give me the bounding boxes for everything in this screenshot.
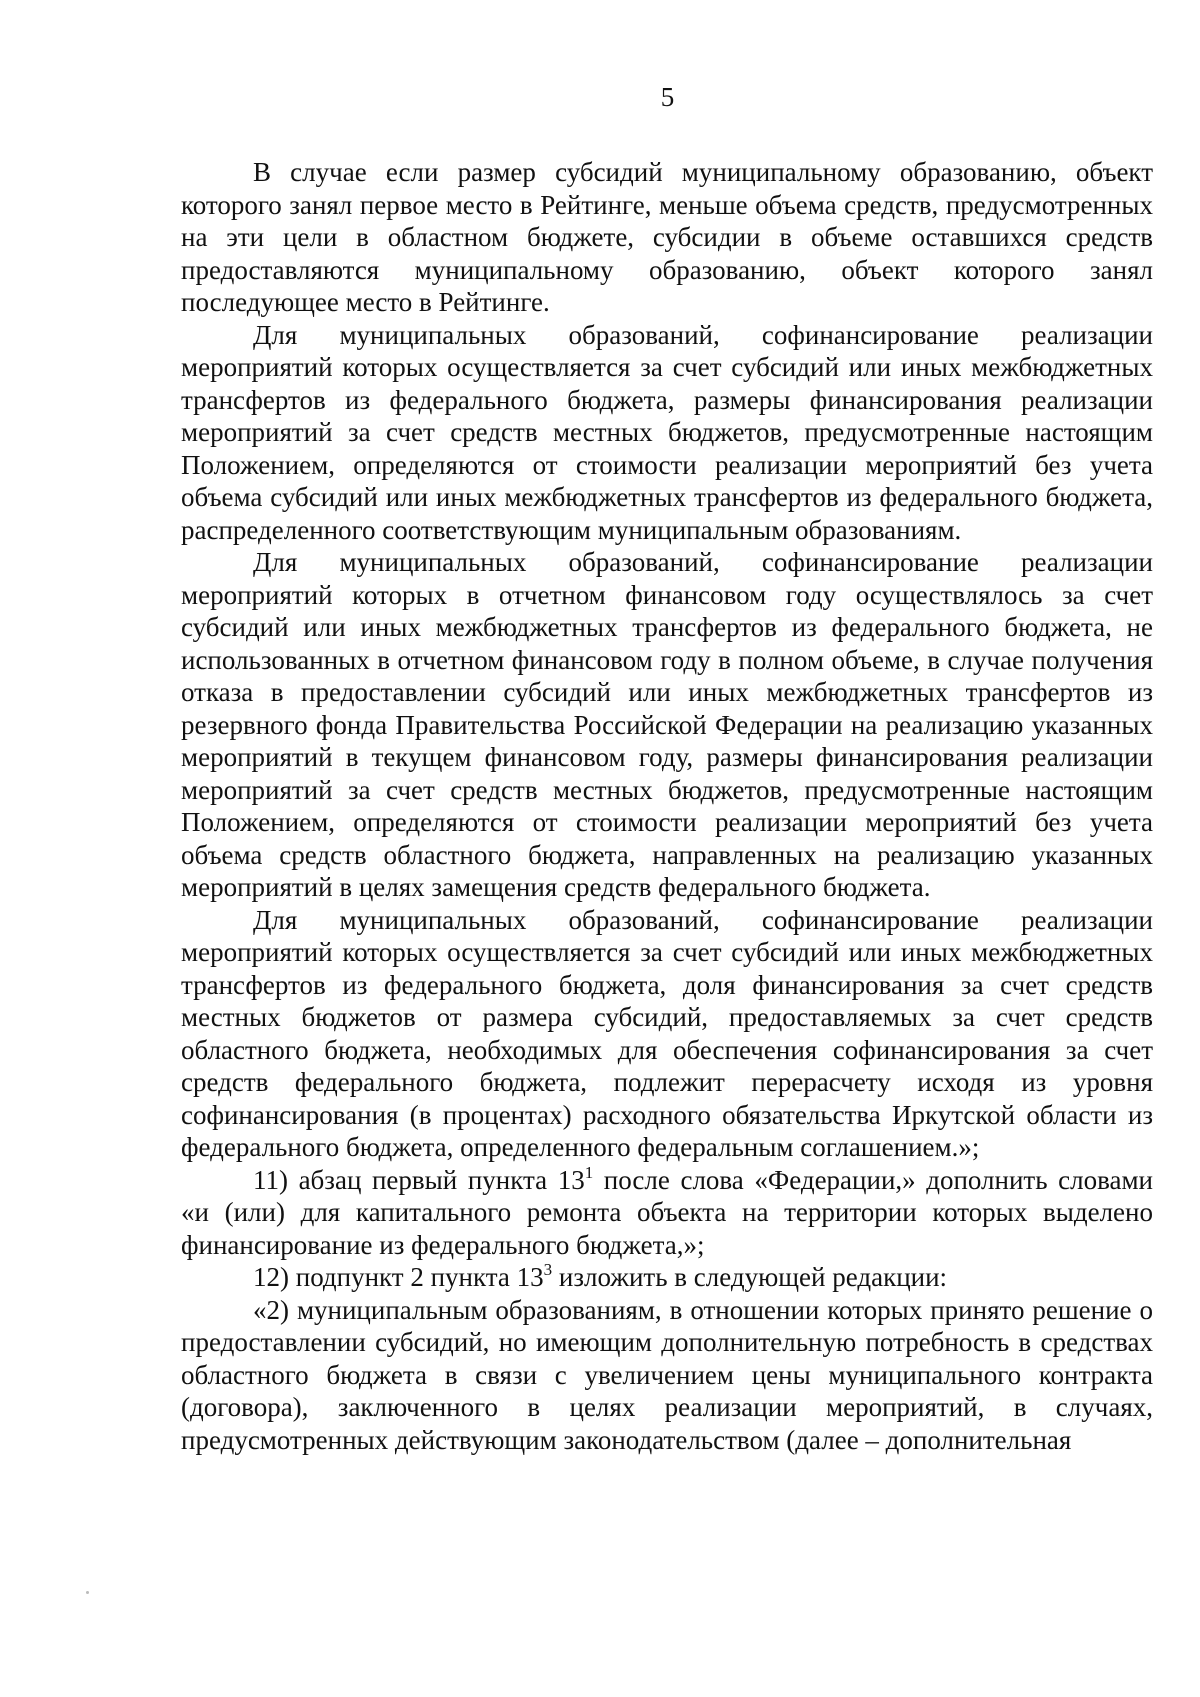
item-11-text-start: 11) абзац первый пункта 13 [253, 1164, 585, 1195]
paragraph-subitem-2: «2) муниципальным образованиям, в отношении которых принято решение о предоставлении субсидий, но имеющим дополнительную потребность в средствах областного бюджета в связи с увеличением цены муниципального контракта (договора), заключенного в целях реализации мероприятий, в случаях, предусмотренных действующим законодательством (далее – дополнительная [181, 1294, 1153, 1455]
item-12-text-end: изложить в следующей редакции: [552, 1262, 948, 1292]
document-body [181, 156, 1153, 1456]
paragraph-item-12 [181, 1261, 1153, 1294]
paragraph-federal-cofinancing: Для муниципальных образований, софинансирование реализации мероприятий которых осуществляется за счет субсидий или иных межбюджетных трансфертов из федерального бюджета, размеры финансирования реализации мероприятий за счет средств местных бюджетов, предусмотренные настоящим Положением, определяются от стоимости реализации мероприятий без учета объема субсидий или иных межбюджетных трансфертов из федерального бюджета, распределенного соответствующим муниципальным образованиям. [181, 319, 1153, 545]
paragraph-item-11 [181, 1164, 1153, 1262]
item-12-text-start: 12) подпункт 2 пункта 13 [253, 1262, 544, 1292]
scan-artifact-dot [86, 1591, 89, 1594]
paragraph-unused-federal-funds: Для муниципальных образований, софинансирование реализации мероприятий которых в отчетном финансовом году осуществлялось за счет субсидий или иных межбюджетных трансфертов из федерального бюджета, не использованных в отчетном финансовом году в полном объеме, в случае получения отказа в предоставлении субсидий или иных межбюджетных трансфертов из резервного фонда Правительства Российской Федерации на реализацию указанных мероприятий в текущем финансовом году, размеры финансирования реализации мероприятий за счет средств местных бюджетов, предусмотренные настоящим Положением, определяются от стоимости реализации мероприятий без учета объема средств областного бюджета, направленных на реализацию указанных мероприятий в целях замещения средств федерального бюджета. [181, 547, 1153, 902]
item-11-text-end: после слова «Федерации,» дополнить словами «и (или) для капитального ремонта объекта на территории которых выделено финансирование из федерального бюджета,»; [181, 1164, 1154, 1260]
page-number: 5 [660, 82, 675, 112]
paragraph-rating-remainder: В случае если размер субсидий муниципальному образованию, объект которого занял первое место в Рейтинге, меньше объема средств, предусмотренных на эти цели в областном бюджете, субсидии в объеме оставшихся средств предоставляются муниципальному образованию, объект которого занял последующее место в Рейтинге. [181, 157, 1153, 317]
item-11-superscript: 1 [584, 1162, 594, 1182]
paragraph-share-recalculation: Для муниципальных образований, софинансирование реализации мероприятий которых осуществляется за счет субсидий или иных межбюджетных трансфертов из федерального бюджета, доля финансирования за счет средств местных бюджетов от размера субсидий, предоставляемых за счет средств областного бюджета, необходимых для обеспечения софинансирования за счет средств федерального бюджета, подлежит перерасчету исходя из уровня софинансирования (в процентах) расходного обязательства Иркутской области из федерального бюджета, определенного федеральным соглашением.»; [181, 904, 1153, 1162]
item-12-superscript: 3 [543, 1260, 553, 1279]
